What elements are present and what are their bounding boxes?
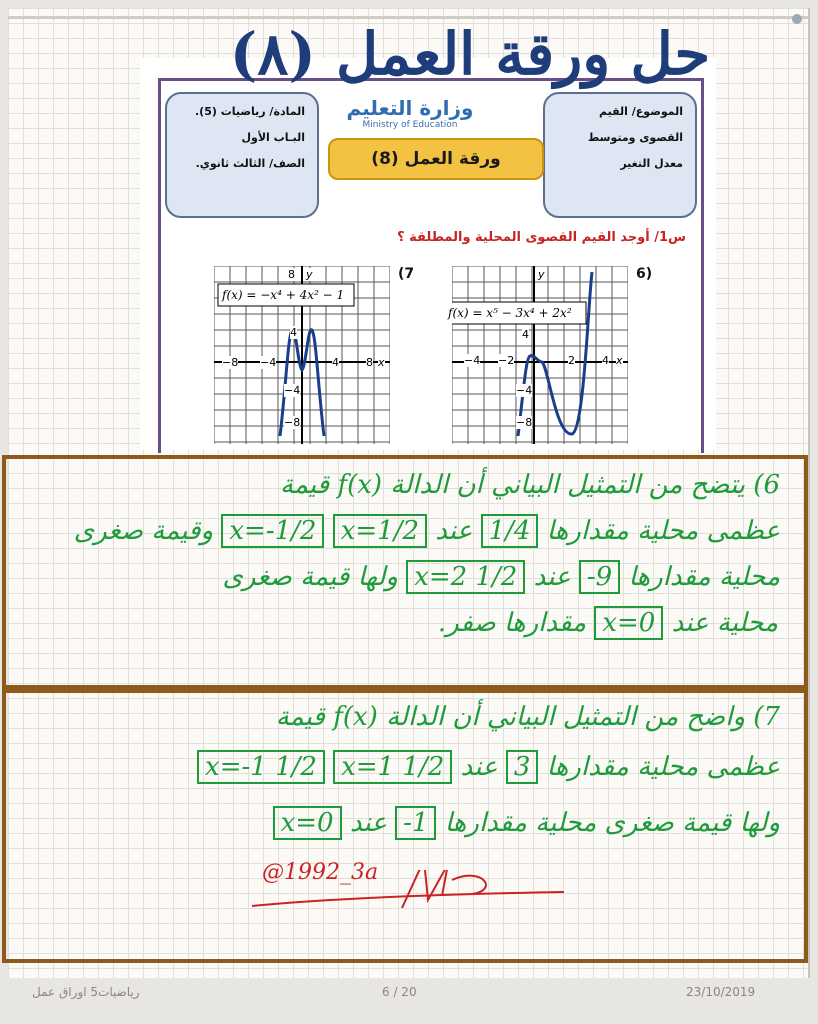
graph-6 xyxy=(448,266,628,444)
graph-6-ytick-2: −4 xyxy=(516,384,533,397)
answer6-line2 xyxy=(74,514,780,548)
answer7-line2 xyxy=(197,750,780,784)
answer7-line2-a: عظمى محلية مقدارها xyxy=(546,752,780,782)
answer6-line4-b: مقدارها صفر. xyxy=(437,608,587,638)
answer6-value-min: -9 xyxy=(579,560,620,594)
answer6-line2-c: وقيمة صغرى xyxy=(73,516,214,546)
answer7-line2-b: عند xyxy=(460,752,498,782)
answer6-line3 xyxy=(222,560,780,594)
graph-6-xtick-4: 4 xyxy=(602,354,609,367)
graph-7-xtick-4: 8 xyxy=(366,356,373,369)
answer6-line1: 6) يتضح من التمثيل البياني أن الدالة f(x) قيمة xyxy=(279,470,780,500)
info-topic-1: الموضوع/ القيم xyxy=(599,105,683,118)
handwritten-title: حل ورقة العمل (٨) xyxy=(229,20,711,88)
graph-7-ytick-2: 4 xyxy=(290,326,297,339)
graph-7-ytick-3: −4 xyxy=(284,384,301,397)
answer7-line1: 7) واضح من التمثيل البياني أن الدالة f(x) قيمة xyxy=(275,702,780,732)
answer6-x-zero: x=0 xyxy=(594,606,663,640)
graph-7-xtick-2: −4 xyxy=(260,356,277,369)
answer6-line3-c: ولها قيمة صغرى xyxy=(222,562,398,592)
footer xyxy=(0,985,818,1005)
graph-7 xyxy=(214,266,390,444)
graph-7-ytick-4: −8 xyxy=(284,416,301,429)
ministry-english: Ministry of Education xyxy=(362,120,458,130)
graph-6-formula: f(x) = x⁵ − 3x⁴ + 2x² xyxy=(448,306,572,320)
answer7-value-max: 3 xyxy=(506,750,539,784)
answer6-line2-b: عند xyxy=(435,516,473,546)
answer6-x-min: x=2 1/2 xyxy=(406,560,525,594)
info-topic-3: معدل التغير xyxy=(620,157,683,170)
answer6-value-max: 1/4 xyxy=(481,514,539,548)
answer6-line4 xyxy=(438,606,778,640)
graph-7-number: (7 xyxy=(398,266,415,282)
graph-6-xtick-3: 2 xyxy=(568,354,575,367)
graph-7-ytick-1: 8 xyxy=(288,268,295,281)
signature-text: @1992_3a xyxy=(262,860,379,885)
info-chapter: البـاب الأول xyxy=(241,131,305,144)
graph-6-ylabel: y xyxy=(538,268,545,281)
info-box-subject xyxy=(165,92,319,218)
info-grade: الصف/ الثالث ثانوي. xyxy=(195,157,305,170)
answer6-line4-a: محلية عند xyxy=(671,608,778,638)
info-box-topic xyxy=(543,92,697,218)
answer6-x-neg: x=-1/2 xyxy=(221,514,324,548)
graph-7-xlabel: x xyxy=(378,356,385,369)
ministry-arabic: وزارة التعليم xyxy=(346,96,474,120)
answer7-line3-a: ولها قيمة صغرى محلية مقدارها xyxy=(444,808,780,838)
worksheet-title: ورقة العمل (8) xyxy=(328,138,544,180)
info-subject: المادة/ رياضيات (5). xyxy=(194,105,305,118)
graph-6-number: 6) xyxy=(636,266,653,282)
graph-6-xtick-2: −2 xyxy=(498,354,515,367)
answer6-x-pos: x=1/2 xyxy=(333,514,427,548)
answer7-x-zero: x=0 xyxy=(273,806,342,840)
graph-7-ylabel: y xyxy=(306,268,313,281)
answer7-line3-b: عند xyxy=(349,808,387,838)
answer7-x-pos: x=1 1/2 xyxy=(333,750,452,784)
answer6-line3-b: عند xyxy=(533,562,571,592)
top-strip xyxy=(8,16,808,19)
answer7-x-neg: x=-1 1/2 xyxy=(197,750,325,784)
answer7-line3 xyxy=(273,806,780,840)
graph-7-xtick-1: −8 xyxy=(222,356,239,369)
footer-page: 6 / 20 xyxy=(382,985,417,999)
graph-6-ytick-3: −8 xyxy=(516,416,533,429)
graph-6-ytick-1: 4 xyxy=(522,328,529,341)
footer-left: رياضيات5 اوراق عمل xyxy=(32,985,140,999)
graph-7-xtick-3: 4 xyxy=(332,356,339,369)
signature-scribble xyxy=(252,870,572,930)
signature xyxy=(262,860,378,885)
graph-6-xlabel: x xyxy=(616,354,623,367)
answer7-value-min: -1 xyxy=(395,806,436,840)
question-text: س1/ أوجد القيم القصوى المحلية والمطلقة ؟ xyxy=(397,230,686,245)
graph-6-xtick-1: −4 xyxy=(464,354,481,367)
info-topic-2: القصوى ومتوسط xyxy=(587,131,683,144)
ministry-logo xyxy=(345,96,475,130)
page-corner-dot xyxy=(792,14,802,24)
answer6-line3-a: محلية مقدارها xyxy=(628,562,780,592)
graph-7-formula: f(x) = −x⁴ + 4x² − 1 xyxy=(222,288,345,302)
footer-date: 23/10/2019 xyxy=(686,985,756,999)
answer6-line2-a: عظمى محلية مقدارها xyxy=(546,516,780,546)
